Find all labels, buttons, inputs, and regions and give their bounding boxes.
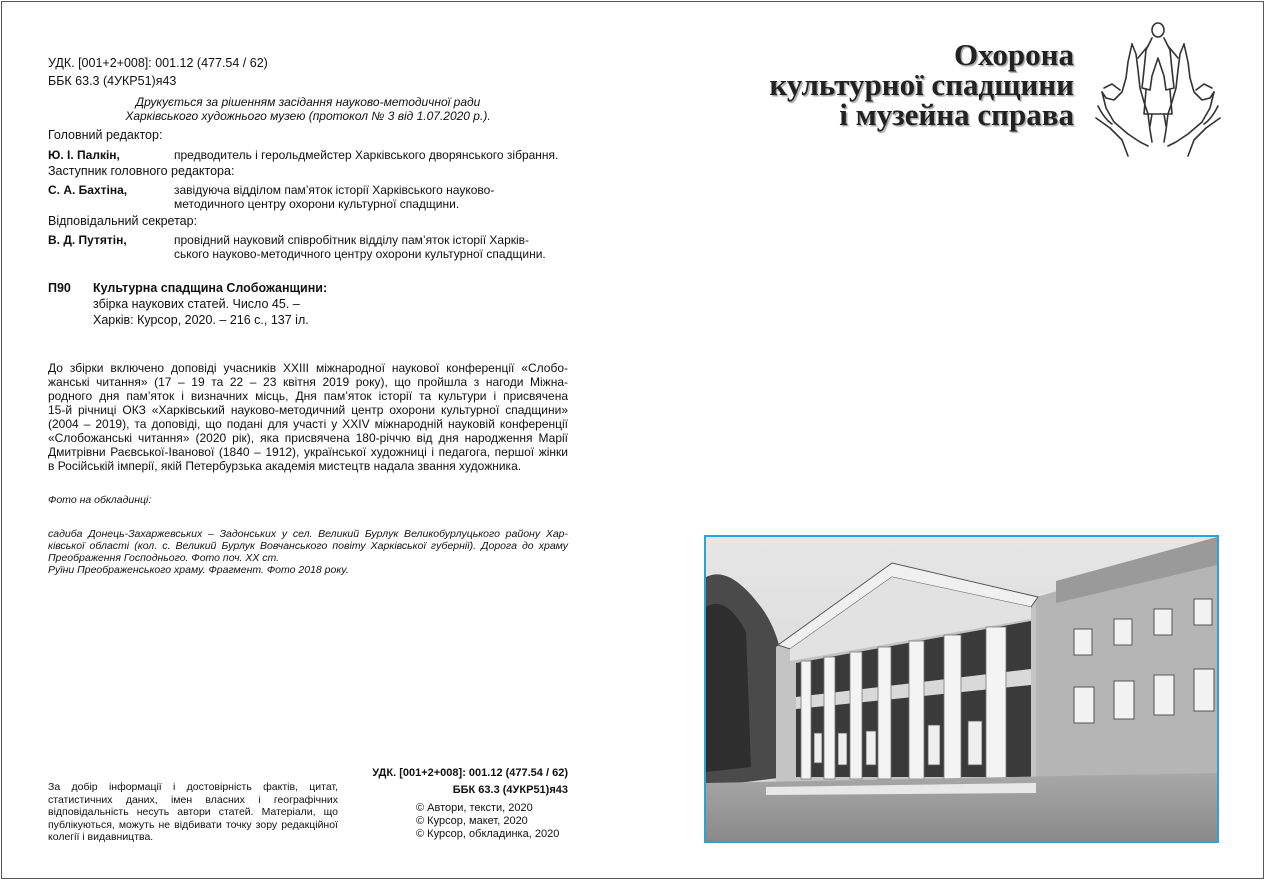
editor-description: предводитель і герольдмейстер Харківського дворянського зібрання. bbox=[174, 148, 559, 162]
decision-line: Друкується за рішенням засідання науково-методичної ради bbox=[135, 95, 481, 109]
disclaimer-line: відповідальність несуть автори статей. Матеріали, що bbox=[48, 806, 338, 818]
editor-name: Ю. І. Палкін, bbox=[48, 148, 120, 162]
disclaimer bbox=[48, 781, 338, 844]
editor-role: Відповідальний секретар: bbox=[48, 214, 198, 228]
copyright-block bbox=[416, 802, 559, 841]
abstract-line: Дмитрівни Раєвської-Іванової (1840 – 1912), української художниці і педагога, першої жінки bbox=[48, 445, 568, 459]
catalog-subtitle: збірка наукових статей. Число 45. – bbox=[93, 297, 300, 311]
caption-line: ківської області (кол. с. Великий Бурлук Вовчанського повіту Харківської губернії). Дорога до храму bbox=[48, 540, 568, 552]
editor-role: Головний редактор: bbox=[48, 128, 163, 142]
series-title-line: і музейна справа bbox=[839, 97, 1074, 132]
disclaimer-line: За добір інформації і достовірність фактів, цитат, bbox=[48, 781, 338, 793]
copyright-line: © Автори, тексти, 2020 bbox=[416, 802, 533, 814]
editor-description: завідуюча відділом пам’яток історії Харківського науково- bbox=[174, 183, 495, 197]
editor-role: Заступник головного редактора: bbox=[48, 164, 235, 178]
publication-decision bbox=[48, 95, 568, 123]
copyright-line: © Курсор, макет, 2020 bbox=[416, 815, 528, 827]
disclaimer-line: статистичних даних, імен власних і географічних bbox=[48, 793, 338, 806]
photo-caption bbox=[48, 528, 568, 576]
disclaimer-line: публікуються, можуть не відбивати точку зору редакційної bbox=[48, 818, 338, 831]
abstract-line: «Слобожанські читання» (2020 рік), яка присвячена 180-річчю від дня народження Марії bbox=[48, 431, 568, 445]
photo-heading: Фото на обкладинці: bbox=[48, 494, 152, 506]
hands-holding-figure-icon bbox=[1092, 18, 1224, 160]
editor-description: методичного центру охорони культурної спадщини. bbox=[174, 197, 460, 211]
bbk-code: ББК 63.3 (4УКР51)я43 bbox=[48, 74, 177, 88]
caption-line: Преображення Господнього. Фото поч. XX ст. bbox=[48, 552, 280, 564]
series-title-line: Охорона bbox=[953, 37, 1074, 72]
decision-line: Харківського художнього музею (протокол № 3 від 1.07.2020 р.). bbox=[125, 109, 491, 123]
series-title bbox=[700, 37, 1074, 132]
abstract-line: 15-й річниці ОКЗ «Харківський науково-методичний центр охорони культурної спадщини» bbox=[48, 403, 568, 417]
manor-house-photo bbox=[704, 535, 1219, 843]
catalog-title: Культурна спадщина Слобожанщини: bbox=[93, 281, 328, 295]
abstract bbox=[48, 361, 568, 473]
catalog-imprint: Харків: Курсор, 2020. – 216 с., 137 іл. bbox=[93, 313, 309, 327]
udk-code: УДК. [001+2+008]: 001.12 (477.54 / 62) bbox=[48, 56, 268, 70]
editor-description: провідний науковий співробітник відділу пам’яток історії Харків- bbox=[174, 233, 530, 247]
disclaimer-line: колегії і видавництва. bbox=[48, 831, 154, 843]
udk-code-bold: УДК. [001+2+008]: 001.12 (477.54 / 62) bbox=[372, 767, 568, 779]
abstract-line: (2004 – 2019), та доповіді, що подані для участі у XXIV міжнародній науковій конференції bbox=[48, 417, 568, 431]
catalog-code: П90 bbox=[48, 281, 71, 295]
editor-name: С. А. Бахтіна, bbox=[48, 183, 128, 197]
series-title-line: культурної спадщини bbox=[769, 67, 1074, 102]
abstract-line: родного дня пам’яток і визначних місць, Дня пам’яток історії та культури і присвячена bbox=[48, 389, 568, 403]
caption-line: Руїни Преображенського храму. Фрагмент. Фото 2018 року. bbox=[48, 564, 349, 576]
caption-line: садиба Донець-Захаржевських – Задонських у сел. Великий Бурлук Великобурлуцького району Хар- bbox=[48, 528, 568, 540]
editor-name: В. Д. Путятін, bbox=[48, 233, 127, 247]
copyright-line: © Курсор, обкладинка, 2020 bbox=[416, 828, 560, 840]
abstract-line: До збірки включено доповіді учасників XXIII міжнародної наукової конференції «Слобо- bbox=[48, 361, 568, 375]
editor-description: ського науково-методичного центру охорони культурної спадщини. bbox=[174, 247, 546, 261]
abstract-line: в Російській імперії, якій Петербурзька академія мистецтв надала звання художника. bbox=[48, 459, 522, 473]
bbk-code-bold: ББК 63.3 (4УКР51)я43 bbox=[452, 784, 568, 796]
abstract-line: жанські читання» (17 – 19 та 22 – 23 квітня 2019 року), що пройшла з нагоди Міжна- bbox=[48, 375, 568, 389]
manor-house-illustration bbox=[706, 537, 1217, 841]
